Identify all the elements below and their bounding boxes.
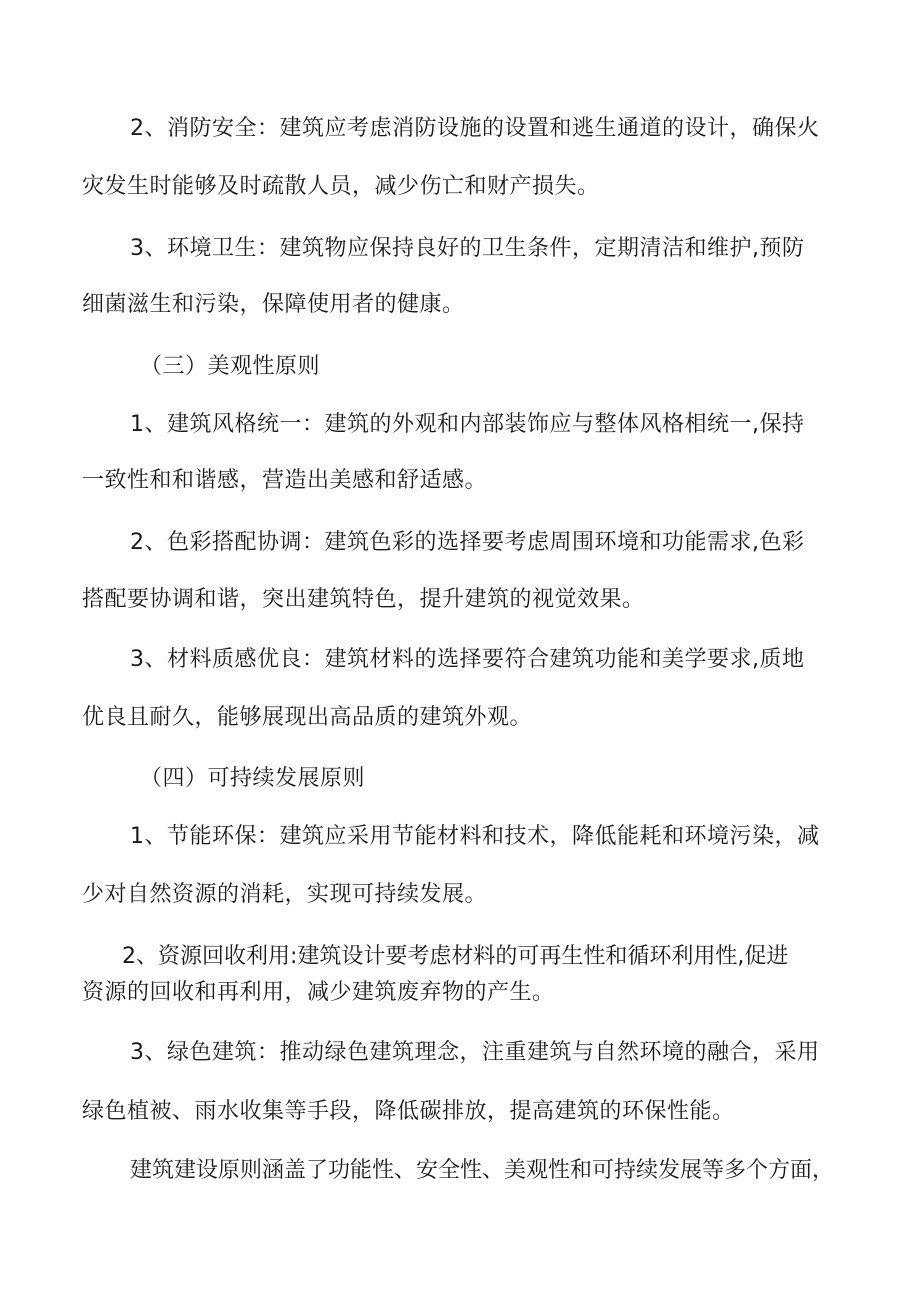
paragraph-energy-line-2: 少对自然资源的消耗，实现可持续发展。 xyxy=(82,882,488,907)
paragraph-hygiene-line-2: 细菌滋生和污染，保障使用者的健康。 xyxy=(82,292,465,317)
paragraph-green-building-line-2: 绿色植被、雨水收集等手段，降低碳排放，提高建筑的环保性能。 xyxy=(82,1099,735,1124)
paragraph-style-line-2: 一致性和和谐感，营造出美感和舒适感。 xyxy=(82,468,488,493)
paragraph-recycling-line-2: 资源的回收和再利用，减少建筑废弃物的产生。 xyxy=(82,980,555,1005)
paragraph-style-line-1: 1、建筑风格统一：建筑的外观和内部装饰应与整体风格相统一,保持 xyxy=(130,412,805,437)
paragraph-fire-safety-line-1: 2、消防安全：建筑应考虑消防设施的设置和逃生通道的设计，确保火 xyxy=(130,116,820,141)
paragraph-recycling-line-1: 2、资源回收利用:建筑设计要考虑材料的可再生性和循环利用性,促进 xyxy=(122,944,789,969)
section-heading-aesthetics: （三）美观性原则 xyxy=(140,354,321,379)
paragraph-green-building-line-1: 3、绿色建筑：推动绿色建筑理念，注重建筑与自然环境的融合，采用 xyxy=(130,1040,820,1065)
paragraph-summary-line-1: 建筑建设原则涵盖了功能性、安全性、美观性和可持续发展等多个方面， xyxy=(130,1158,835,1183)
paragraph-energy-line-1: 1、节能环保：建筑应采用节能材料和技术，降低能耗和环境污染，减 xyxy=(130,824,820,849)
paragraph-fire-safety-line-2: 灾发生时能够及时疏散人员，减少伤亡和财产损失。 xyxy=(82,174,600,199)
paragraph-material-line-1: 3、材料质感优良：建筑材料的选择要符合建筑功能和美学要求,质地 xyxy=(130,647,805,672)
section-heading-sustainability: （四）可持续发展原则 xyxy=(140,766,366,791)
paragraph-material-line-2: 优良且耐久，能够展现出高品质的建筑外观。 xyxy=(82,705,533,730)
paragraph-color-line-2: 搭配要协调和谐，突出建筑特色，提升建筑的视觉效果。 xyxy=(82,587,645,612)
paragraph-hygiene-line-1: 3、环境卫生：建筑物应保持良好的卫生条件，定期清洁和维护,预防 xyxy=(130,236,805,261)
paragraph-color-line-1: 2、色彩搭配协调：建筑色彩的选择要考虑周围环境和功能需求,色彩 xyxy=(130,530,805,555)
